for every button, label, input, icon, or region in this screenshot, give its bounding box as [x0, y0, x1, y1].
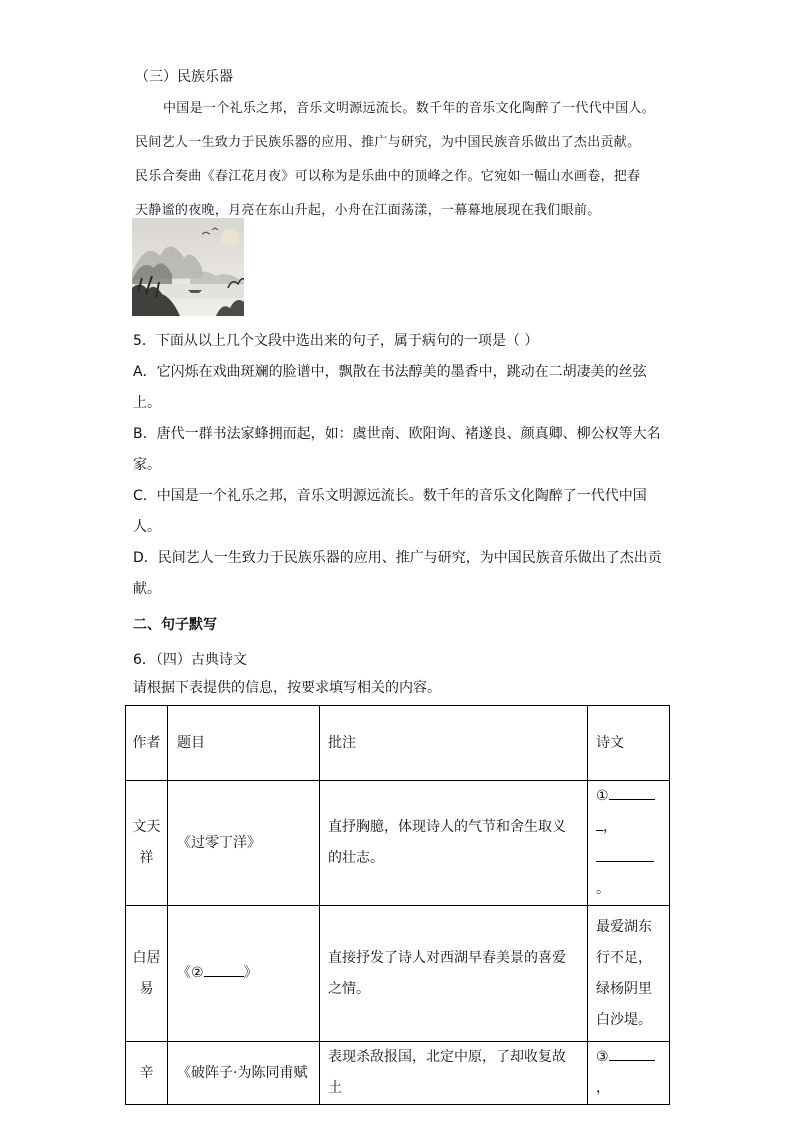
- paragraph-line: 中国是一个礼乐之邦，音乐文明源远流长。数千年的音乐文化陶醉了一代代中国人。: [163, 101, 656, 116]
- header-poem: 诗文: [588, 706, 670, 781]
- poem-cell: ③，: [588, 1042, 670, 1105]
- answer-blank[interactable]: [609, 781, 655, 800]
- note-cell: 表现杀敌报国，北定中原，了却收复故土: [320, 1042, 588, 1105]
- option-a[interactable]: A．它闪烁在戏曲斑斓的脸谱中，飘散在书法醇美的墨香中，跳动在二胡凄美的丝弦上。: [133, 364, 647, 411]
- table-header-row: [126, 706, 670, 781]
- answer-blank[interactable]: [596, 843, 654, 862]
- header-author: 作者: [126, 706, 168, 781]
- option-d[interactable]: D．民间艺人一生致力于民族乐器的应用、推广与研究，为中国民族音乐做出了杰出贡献。: [133, 550, 662, 597]
- question-6-title: 6．（四）古典诗文: [133, 652, 247, 668]
- blank-marker: ③: [596, 1049, 609, 1065]
- question-6-instruction: 请根据下表提供的信息，按要求填写相关的内容。: [133, 680, 441, 696]
- poem-cell: ① ， 。: [588, 781, 670, 906]
- answer-blank[interactable]: [609, 1042, 655, 1061]
- blank-marker: ①: [596, 788, 609, 804]
- poem-cell: 最爱湖东 行不足， 绿杨阴里 白沙堤。: [588, 906, 670, 1042]
- poetry-table: [125, 705, 670, 1105]
- option-b[interactable]: B．唐代一群书法家蜂拥而起，如：虞世南、欧阳询、褚遂良、颜真卿、柳公权等大名家。: [133, 426, 661, 473]
- folk-instruments-paragraph: [135, 92, 665, 228]
- author-cell: 白居易: [126, 906, 168, 1042]
- author-cell: 文天祥: [126, 781, 168, 906]
- title-cell: 《② 》: [168, 906, 320, 1042]
- header-note: 批注: [320, 706, 588, 781]
- title-cell: 《破阵子·为陈同甫赋: [168, 1042, 320, 1105]
- note-cell: 直接抒发了诗人对西湖早春美景的喜爱之情。: [320, 906, 588, 1042]
- section-heading-folk-instruments: （三）民族乐器: [135, 69, 233, 85]
- note-cell: 直抒胸臆，体现诗人的气节和舍生取义的壮志。: [320, 781, 588, 906]
- question-stem: 5．下面从以上几个文段中选出来的句子，属于病句的一项是（ ）: [133, 333, 539, 349]
- author-cell: 辛: [126, 1042, 168, 1105]
- header-title: 题目: [168, 706, 320, 781]
- table-row: [126, 1042, 670, 1105]
- table-row: [126, 906, 670, 1042]
- paragraph-line: 天静谧的夜晚，月亮在东山升起，小舟在江面荡漾，一幕幕地展现在我们眼前。: [135, 203, 601, 218]
- title-cell: 《过零丁洋》: [168, 781, 320, 906]
- question-5: [133, 326, 673, 605]
- answer-blank[interactable]: [596, 812, 603, 831]
- option-c[interactable]: C．中国是一个礼乐之邦，音乐文明源远流长。数千年的音乐文化陶醉了一代代中国人。: [133, 488, 647, 535]
- answer-blank[interactable]: [204, 958, 244, 977]
- question-6: [133, 646, 441, 702]
- ink-landscape-painting: [132, 218, 244, 316]
- table-row: [126, 781, 670, 906]
- paragraph-line: 民间艺人一生致力于民族乐器的应用、推广与研究，为中国民族音乐做出了杰出贡献。: [135, 135, 641, 150]
- section-heading-sentence-dictation: 二、句子默写: [133, 617, 217, 633]
- paragraph-line: 民乐合奏曲《春江花月夜》可以称为是乐曲中的顶峰之作。它宛如一幅山水画卷，把春: [135, 169, 641, 184]
